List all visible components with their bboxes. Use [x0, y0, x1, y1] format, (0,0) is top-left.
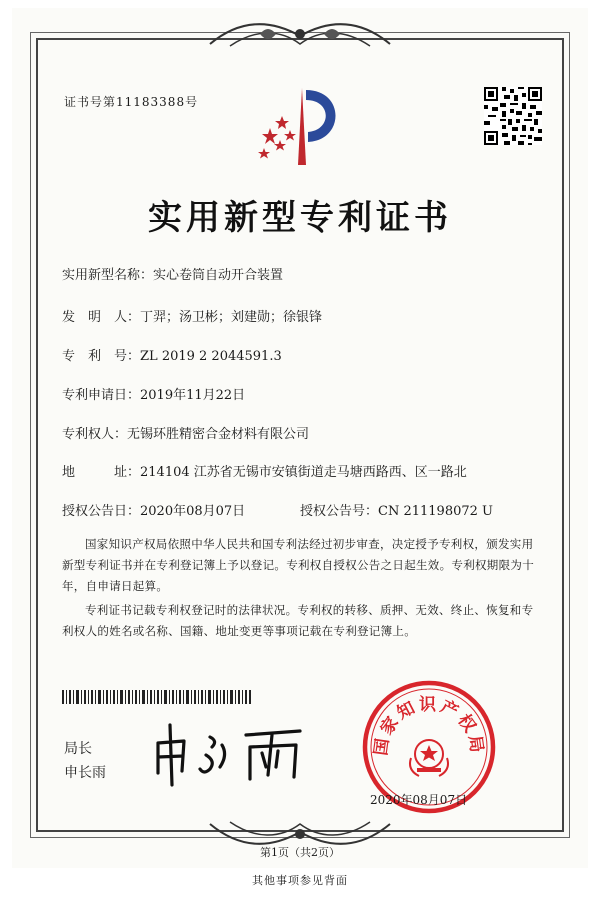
announce-number-label: 授权公告号： — [300, 504, 379, 519]
certificate-number: 证书号第11183388号 — [64, 95, 199, 109]
inventor-value: 丁羿；汤卫彬；刘建勋；徐银锋 — [140, 310, 323, 325]
utility-model-name-row — [62, 264, 283, 283]
announce-date-value: 2020年08月07日 — [140, 504, 246, 519]
barcode-icon — [62, 690, 252, 704]
address-row — [62, 461, 467, 480]
director-title: 局长 — [64, 741, 92, 757]
certificate-title: 实用新型专利证书 — [148, 198, 452, 238]
inventor-label: 发 明 人： — [62, 310, 141, 325]
utility-model-name-value: 实心卷筒自动开合装置 — [153, 268, 284, 283]
patent-number-value: ZL 2019 2 2044591.3 — [140, 349, 282, 364]
patentee-row — [62, 423, 309, 442]
patentee-value: 无锡环胜精密合金材料有限公司 — [127, 427, 310, 442]
patentee-label: 专利权人： — [62, 427, 128, 442]
announce-number-row — [300, 500, 493, 519]
top-ornament-icon — [200, 14, 400, 56]
filing-date-value: 2019年11月22日 — [140, 388, 246, 403]
patent-number-row — [62, 345, 282, 364]
announce-date-row — [62, 500, 245, 519]
footer-note: 其他事项参见背面 — [252, 874, 348, 887]
legal-status-paragraph: 专利证书记载专利权登记时的法律状况。专利权的转移、质押、无效、终止、恢复和专利权人的姓名或名称、国籍、地址变更等事项记载在专利登记簿上。 — [62, 603, 534, 638]
address-value: 214104 江苏省无锡市安镇街道走马塘西路西、区一路北 — [140, 465, 467, 480]
director-name: 申长雨 — [64, 765, 106, 781]
patent-number-label: 专 利 号： — [62, 349, 141, 364]
qr-code-icon — [484, 87, 542, 145]
announce-number-value: CN 211198072 U — [378, 504, 493, 519]
announce-date-label: 授权公告日： — [62, 504, 141, 519]
address-label: 地 址： — [62, 465, 141, 480]
grant-statement-paragraph: 国家知识产权局依照中华人民共和国专利法经过初步审查，决定授予专利权，颁发实用新型专利证书并在专利登记簿上予以登记。专利权自授权公告之日起生效。专利权期限为十年，自申请日起算。 — [62, 537, 534, 593]
utility-model-name-label: 实用新型名称： — [62, 268, 154, 283]
inventor-row — [62, 306, 322, 325]
cnipa-logo-icon — [250, 80, 350, 170]
filing-date-label: 专利申请日： — [62, 388, 141, 403]
filing-date-row — [62, 384, 245, 403]
handwritten-signature-icon — [150, 715, 310, 790]
page-number: 第1页（共2页） — [260, 846, 340, 859]
seal-text: 国家知识产权局 — [371, 695, 487, 757]
seal-date: 2020年08月07日 — [370, 793, 468, 807]
